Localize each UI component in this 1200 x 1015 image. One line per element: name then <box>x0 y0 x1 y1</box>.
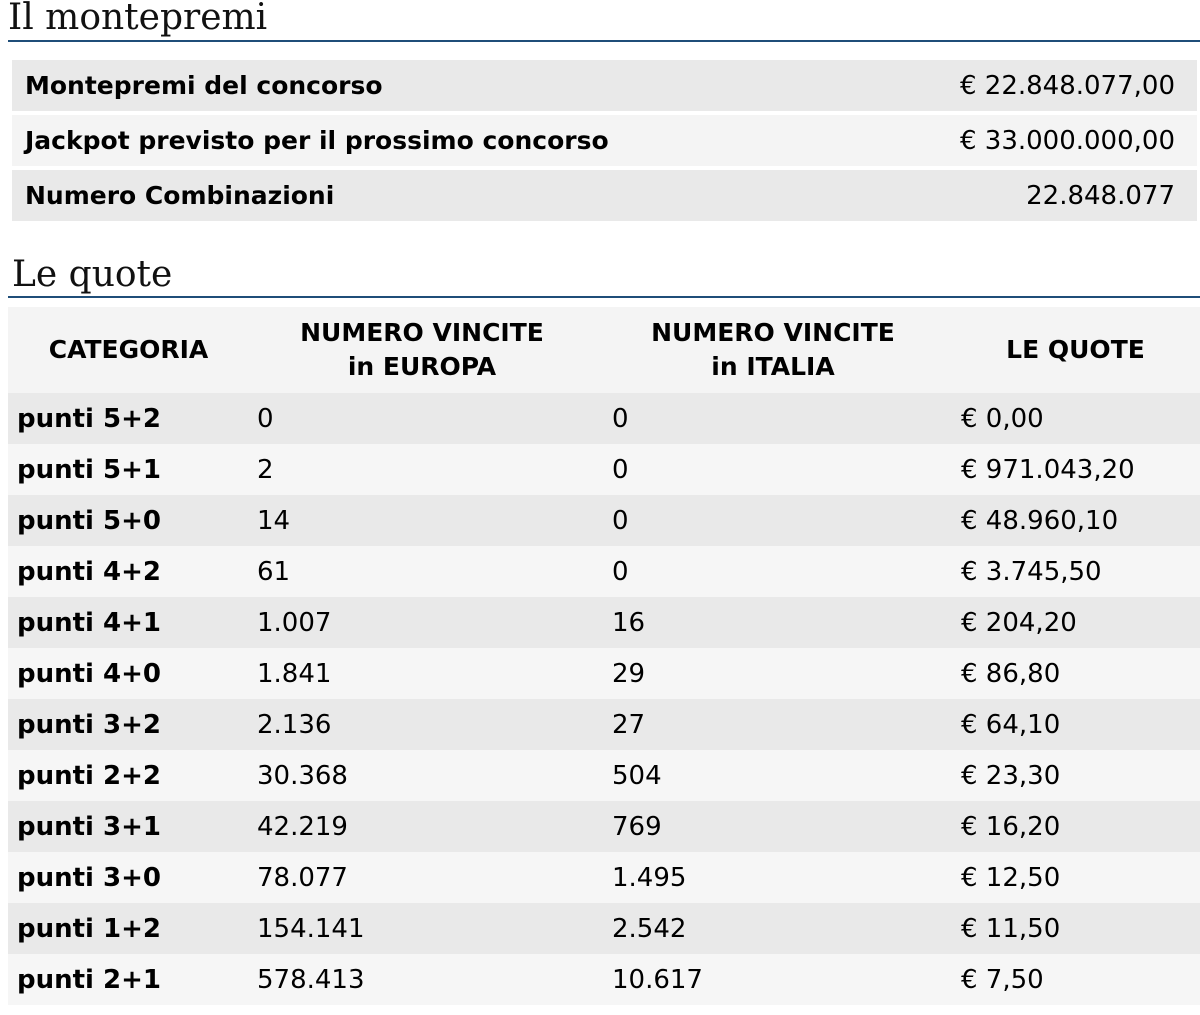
header-categoria: CATEGORIA <box>8 307 249 393</box>
cell-italia: 769 <box>595 801 951 852</box>
header-italia-line1: NUMERO VINCITE <box>651 318 895 347</box>
summary-value: € 22.848.077,00 <box>959 70 1175 101</box>
cell-italia: 16 <box>595 597 951 648</box>
cell-europa: 2 <box>249 444 595 495</box>
quote-header-row <box>8 307 1200 393</box>
cell-europa: 61 <box>249 546 595 597</box>
cell-europa: 42.219 <box>249 801 595 852</box>
cell-europa: 30.368 <box>249 750 595 801</box>
cell-italia: 2.542 <box>595 903 951 954</box>
cell-quota: € 204,20 <box>951 597 1200 648</box>
summary-row-combinazioni <box>12 170 1197 221</box>
header-italia-line2: in ITALIA <box>711 352 835 381</box>
table-row <box>8 954 1200 1005</box>
cell-quota: € 23,30 <box>951 750 1200 801</box>
table-row <box>8 903 1200 954</box>
cell-italia: 0 <box>595 495 951 546</box>
cell-italia: 27 <box>595 699 951 750</box>
cell-europa: 1.007 <box>249 597 595 648</box>
summary-row-jackpot <box>12 115 1197 166</box>
cell-categoria: punti 4+0 <box>8 648 249 699</box>
cell-italia: 0 <box>595 444 951 495</box>
montepremi-divider <box>8 40 1200 42</box>
header-quote: LE QUOTE <box>951 307 1200 393</box>
cell-quota: € 86,80 <box>951 648 1200 699</box>
cell-categoria: punti 4+2 <box>8 546 249 597</box>
cell-italia: 0 <box>595 546 951 597</box>
table-row <box>8 597 1200 648</box>
quote-title: Le quote <box>12 254 173 295</box>
header-europa-line1: NUMERO VINCITE <box>300 318 544 347</box>
table-row <box>8 648 1200 699</box>
cell-categoria: punti 2+1 <box>8 954 249 1005</box>
header-vincite-europa <box>249 307 595 393</box>
summary-label: Jackpot previsto per il prossimo concorso <box>25 126 609 155</box>
cell-quota: € 971.043,20 <box>951 444 1200 495</box>
montepremi-table <box>12 56 1197 225</box>
table-row <box>8 699 1200 750</box>
cell-quota: € 0,00 <box>951 393 1200 444</box>
cell-europa: 154.141 <box>249 903 595 954</box>
cell-quota: € 12,50 <box>951 852 1200 903</box>
table-row <box>8 852 1200 903</box>
table-row <box>8 801 1200 852</box>
cell-categoria: punti 3+1 <box>8 801 249 852</box>
header-europa-line2: in EUROPA <box>347 352 497 381</box>
cell-italia: 10.617 <box>595 954 951 1005</box>
cell-quota: € 7,50 <box>951 954 1200 1005</box>
cell-italia: 1.495 <box>595 852 951 903</box>
summary-label: Montepremi del concorso <box>25 71 383 100</box>
cell-europa: 0 <box>249 393 595 444</box>
cell-categoria: punti 5+2 <box>8 393 249 444</box>
cell-categoria: punti 3+2 <box>8 699 249 750</box>
cell-quota: € 3.745,50 <box>951 546 1200 597</box>
cell-italia: 504 <box>595 750 951 801</box>
cell-quota: € 48.960,10 <box>951 495 1200 546</box>
header-vincite-italia <box>595 307 951 393</box>
table-row <box>8 393 1200 444</box>
cell-quota: € 64,10 <box>951 699 1200 750</box>
cell-categoria: punti 5+1 <box>8 444 249 495</box>
summary-row-montepremi <box>12 60 1197 111</box>
cell-quota: € 16,20 <box>951 801 1200 852</box>
table-row <box>8 444 1200 495</box>
summary-value: € 33.000.000,00 <box>959 125 1175 156</box>
table-row <box>8 546 1200 597</box>
summary-value: 22.848.077 <box>1026 180 1175 211</box>
table-row <box>8 750 1200 801</box>
cell-europa: 578.413 <box>249 954 595 1005</box>
cell-categoria: punti 4+1 <box>8 597 249 648</box>
summary-label: Numero Combinazioni <box>25 181 335 210</box>
cell-categoria: punti 5+0 <box>8 495 249 546</box>
cell-italia: 29 <box>595 648 951 699</box>
cell-europa: 78.077 <box>249 852 595 903</box>
quote-table <box>8 307 1200 1005</box>
cell-europa: 1.841 <box>249 648 595 699</box>
cell-quota: € 11,50 <box>951 903 1200 954</box>
quote-divider <box>8 296 1200 298</box>
cell-europa: 14 <box>249 495 595 546</box>
cell-categoria: punti 3+0 <box>8 852 249 903</box>
cell-categoria: punti 2+2 <box>8 750 249 801</box>
cell-categoria: punti 1+2 <box>8 903 249 954</box>
table-row <box>8 495 1200 546</box>
montepremi-title: Il montepremi <box>8 0 268 38</box>
cell-italia: 0 <box>595 393 951 444</box>
cell-europa: 2.136 <box>249 699 595 750</box>
